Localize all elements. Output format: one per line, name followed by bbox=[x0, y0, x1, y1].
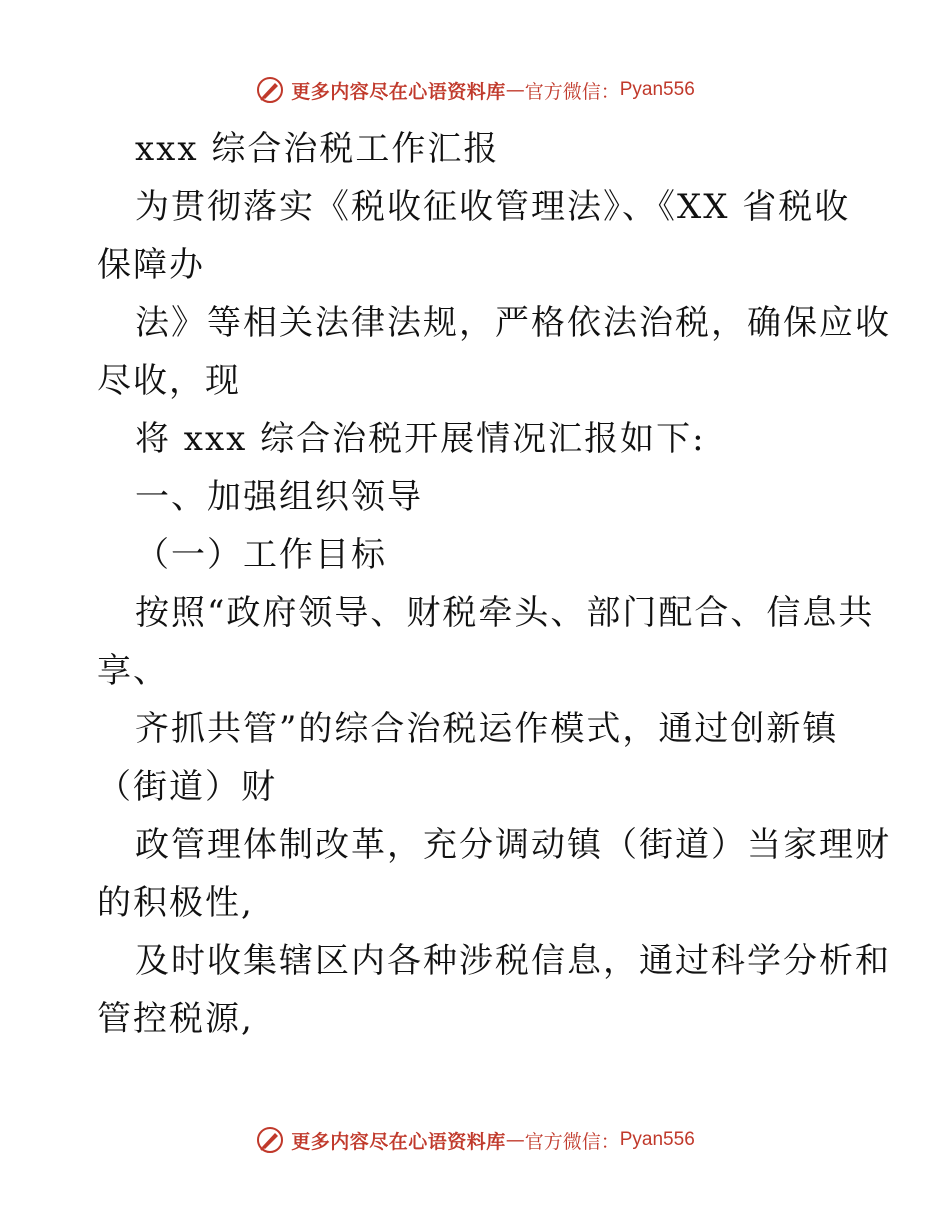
document-line: 享、 bbox=[97, 651, 169, 691]
document-line: 为贯彻落实《税收征收管理法》、《XX 省税收 bbox=[135, 187, 851, 227]
document-line: 管控税源, bbox=[97, 999, 254, 1039]
banner-site-text: 更多内容尽在心语资料库 bbox=[291, 80, 506, 103]
document-line: 尽收，现 bbox=[97, 361, 241, 401]
document-line: xxx 综合治税工作汇报 bbox=[135, 129, 500, 169]
document-line: 按照“政府领导、财税牵头、部门配合、信息共 bbox=[135, 593, 875, 633]
quill-pen-logo-icon bbox=[255, 1125, 285, 1155]
document-line: 法》等相关法律法规，严格依法治税，确保应收 bbox=[135, 303, 891, 343]
document-line: （街道）财 bbox=[97, 767, 277, 807]
banner-wechat-label: 官方微信： bbox=[524, 1130, 620, 1153]
document-line: 及时收集辖区内各种涉税信息，通过科学分析和 bbox=[135, 941, 891, 981]
document-line: （一）工作目标 bbox=[135, 535, 387, 575]
banner-dash: — bbox=[505, 79, 525, 101]
header-watermark-banner bbox=[0, 70, 950, 110]
document-line: 政管理体制改革，充分调动镇（街道）当家理财 bbox=[135, 825, 891, 865]
document-line: 保障办 bbox=[97, 245, 205, 285]
banner-site-text: 更多内容尽在心语资料库 bbox=[291, 1130, 506, 1153]
document-line: 一、加强组织领导 bbox=[135, 477, 423, 517]
banner-wechat-id: Pyan556 bbox=[619, 1129, 695, 1150]
banner-dash: — bbox=[505, 1129, 525, 1151]
footer-watermark-banner bbox=[0, 1120, 950, 1160]
document-line: 的积极性, bbox=[97, 883, 254, 923]
banner-wechat-id: Pyan556 bbox=[619, 79, 695, 100]
document-line: 齐抓共管”的综合治税运作模式，通过创新镇 bbox=[135, 709, 839, 749]
quill-pen-logo-icon bbox=[255, 75, 285, 105]
banner-wechat-label: 官方微信： bbox=[524, 80, 620, 103]
document-body bbox=[97, 120, 891, 1048]
document-line: 将 xxx 综合治税开展情况汇报如下: bbox=[135, 419, 706, 459]
